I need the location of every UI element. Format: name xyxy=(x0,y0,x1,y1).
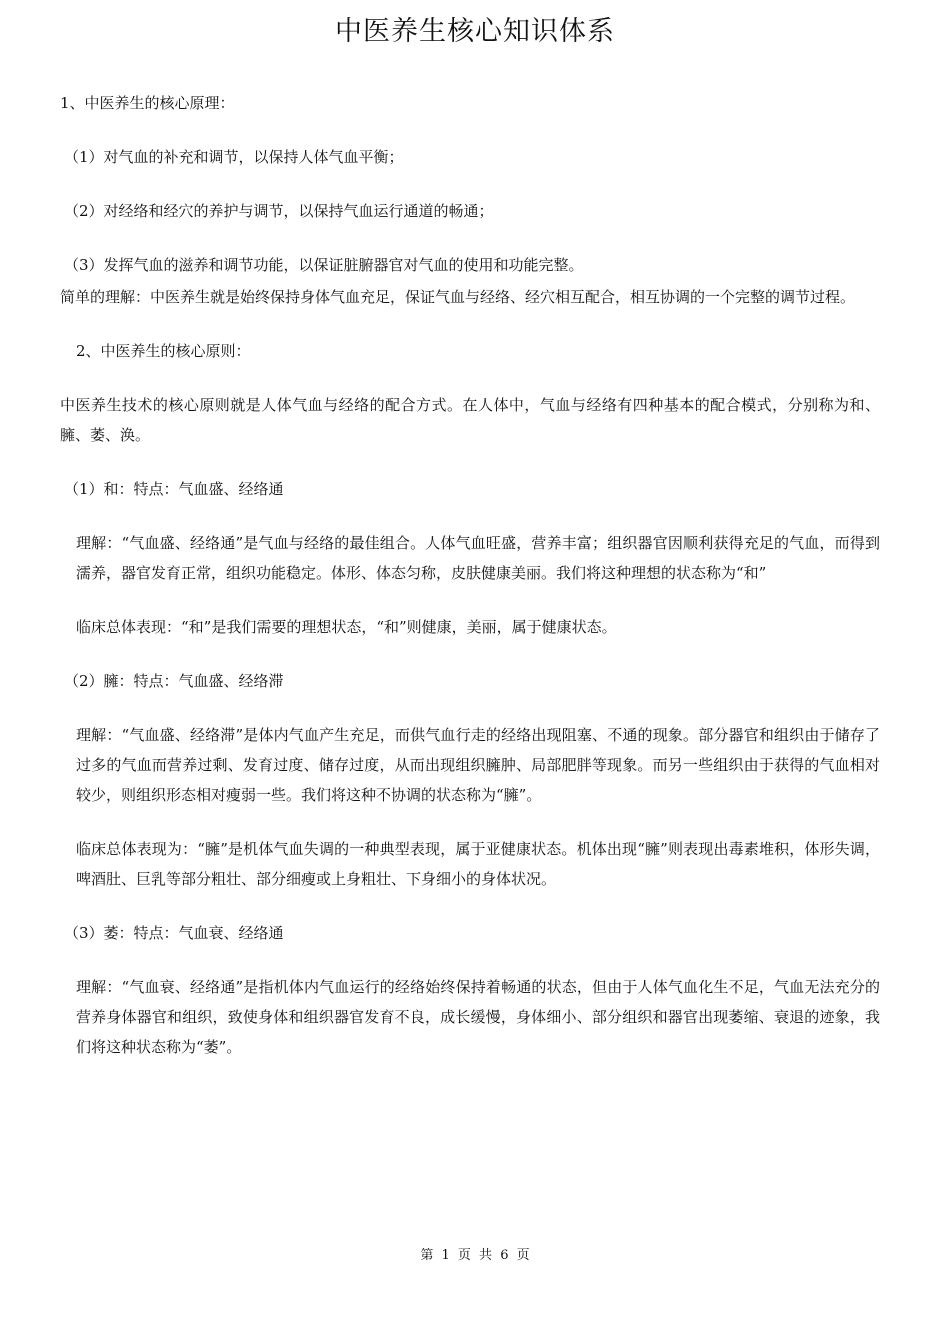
principle-item-2: （2）对经络和经穴的养护与调节，以保持气血运行通道的畅通； xyxy=(64,202,494,220)
yong-understanding: 理解：“气血盛、经络滞”是体内气血产生充足，而供气血行走的经络出现阻塞、不通的现象。部分器官和组织由于储存了过多的气血而营养过剩、发育过度、储存过度，从而出现组织臃肿、局部肥胖等现象。而另一些组织由于获得的气血相对较少，则组织形态相对瘦弱一些。我们将这种不协调的状态称为“臃”。 xyxy=(76,726,880,804)
section-2-intro: 中医养生技术的核心原则就是人体气血与经络的配合方式。在人体中，气血与经络有四种基本的配合模式，分别称为和、臃、萎、涣。 xyxy=(60,396,880,444)
principle-item-1: （1）对气血的补充和调节，以保持人体气血平衡； xyxy=(64,148,404,166)
he-clinical: 临床总体表现：“和”是我们需要的理想状态，“和”则健康，美丽，属于健康状态。 xyxy=(76,618,617,636)
he-understanding: 理解：“气血盛、经络通”是气血与经络的最佳组合。人体气血旺盛，营养丰富；组织器官因顺利获得充足的气血，而得到濡养，器官发育正常，组织功能稳定。体形、体态匀称，皮肤健康美丽。我们将这种理想的状态称为“和” xyxy=(76,534,880,582)
yong-clinical: 临床总体表现为：“臃”是机体气血失调的一种典型表现，属于亚健康状态。机体出现“臃”则表现出毒素堆积，体形失调，啤酒肚、巨乳等部分粗壮、部分细瘦或上身粗壮、下身细小的身体状况。 xyxy=(76,840,880,888)
yong-feature: （2）臃：特点：气血盛、经络滞 xyxy=(64,672,284,690)
wei-understanding: 理解：“气血衰、经络通”是指机体内气血运行的经络始终保持着畅通的状态，但由于人体气血化生不足，气血无法充分的营养身体器官和组织，致使身体和组织器官发育不良，成长缓慢，身体细小、部分组织和器官出现萎缩、衰退的迹象，我们将这种状态称为“萎”。 xyxy=(76,978,880,1056)
he-feature: （1）和：特点：气血盛、经络通 xyxy=(64,480,284,498)
principle-item-3: （3）发挥气血的滋养和调节功能，以保证脏腑器官对气血的使用和功能完整。 xyxy=(64,256,584,274)
section-2-heading: 2、中医养生的核心原则： xyxy=(76,342,251,360)
section-1-heading: 1、中医养生的核心原理： xyxy=(60,94,235,112)
wei-feature: （3）萎：特点：气血衰、经络通 xyxy=(64,924,284,942)
principle-summary: 简单的理解：中医养生就是始终保持身体气血充足，保证气血与经络、经穴相互配合，相互协调的一个完整的调节过程。 xyxy=(60,288,856,306)
document-title: 中医养生核心知识体系 xyxy=(335,16,615,47)
document-body xyxy=(60,88,880,1062)
page-number-footer: 第 1 页 共 6 页 xyxy=(420,1248,530,1263)
